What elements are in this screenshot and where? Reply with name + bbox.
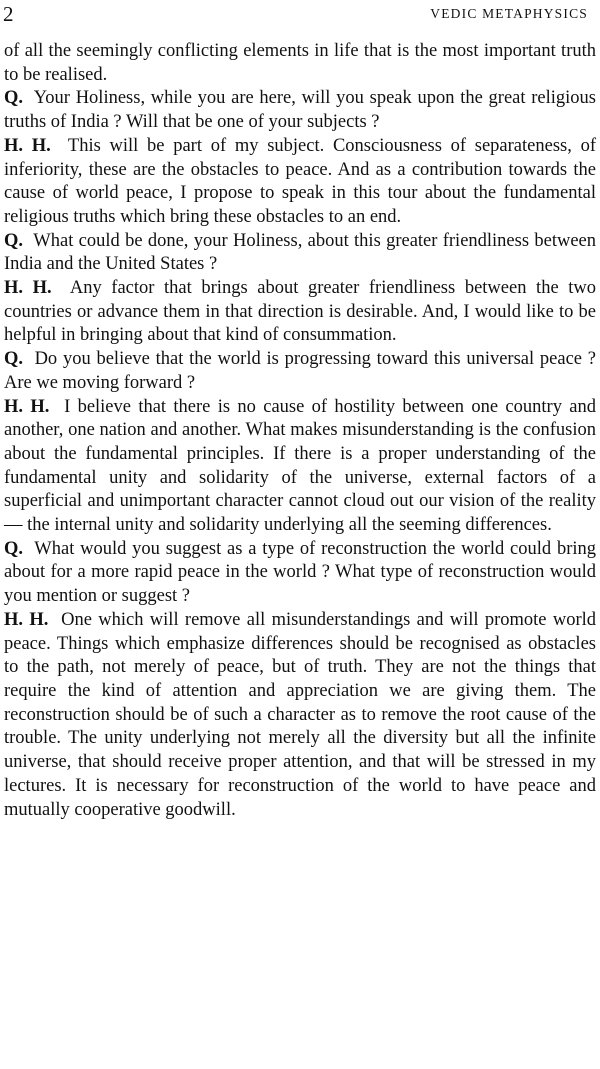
paragraph-text: What would you suggest as a type of reconstruction the world could bring about for a more rapid peace in the world ? What type of reconstruction would you mention or suggest ? [4, 538, 597, 607]
book-title: VEDIC METAPHYSICS [430, 6, 588, 21]
speaker-label: H. H. [4, 278, 52, 299]
speaker-label: Q. [4, 538, 24, 559]
speaker-label: H. H. [4, 396, 50, 417]
paragraph-text: Any factor that brings about greater friendliness between the two countries or advance them in that direction is desirable. And, I would like to be helpful in bringing about that kind of consummation. [4, 278, 597, 346]
paragraph-answer [4, 609, 596, 822]
paragraph-answer [4, 396, 596, 538]
paragraph-text: I believe that there is no cause of hostility between one country and another, one nation and another. What makes misunderstanding is the confusion about the fundamental principles. If there is a proper understanding of the fundamental unity and solidarity of the universe, external factors of a superficial and unimportant character cannot cloud out our vision of the reality — the internal unity and solidarity underlying all the seeming differences. [4, 396, 596, 536]
paragraph-answer [4, 135, 596, 230]
speaker-label: H. H. [4, 135, 51, 156]
paragraph-question [4, 348, 596, 395]
paragraph-question [4, 230, 596, 277]
speaker-label: H. H. [4, 609, 49, 630]
interview-text [4, 40, 596, 822]
running-head [3, 2, 588, 26]
paragraph-answer [4, 277, 596, 348]
paragraph-text: Your Holiness, while you are here, will you speak upon the great religious truths of India ? Will that be one of your subjects ? [4, 88, 596, 133]
paragraph-text: This will be part of my subject. Consciousness of separateness, of inferiority, these are the obstacles to peace. And as a contribution towards the cause of world peace, I propose to speak in this tour about the fundamental religious truths which bring these obstacles to an end. [4, 135, 596, 227]
paragraph-text: What could be done, your Holiness, about this greater friendliness between India and the United States ? [4, 230, 596, 275]
paragraph-question [4, 538, 596, 609]
paragraph-text: Do you believe that the world is progressing toward this universal peace ? Are we moving forward ? [4, 349, 596, 393]
speaker-label: Q. [4, 349, 24, 370]
paragraph-continuation [4, 40, 596, 87]
speaker-label: Q. [4, 230, 24, 251]
speaker-label: Q. [4, 88, 24, 109]
page-number: 2 [3, 2, 14, 26]
paragraph-text: of all the seemingly conflicting elements in life that is the most important truth to be realised. [4, 41, 596, 85]
paragraph-question [4, 87, 596, 134]
paragraph-text: One which will remove all misunderstandings and will promote world peace. Things which emphasize differences should be recognised as obstacles to the path, not merely of peace, but of truth. They are not the things that require the kind of attention and appreciation we are giving them. The reconstruction should be of such a character as to remove the root cause of the trouble. The unity underlying not merely all the diversity but all the infinite universe, that should receive proper attention, and that will be stressed in my lectures. It is necessary for reconstruction of the world to have peace and mutually cooperative goodwill. [4, 609, 597, 820]
